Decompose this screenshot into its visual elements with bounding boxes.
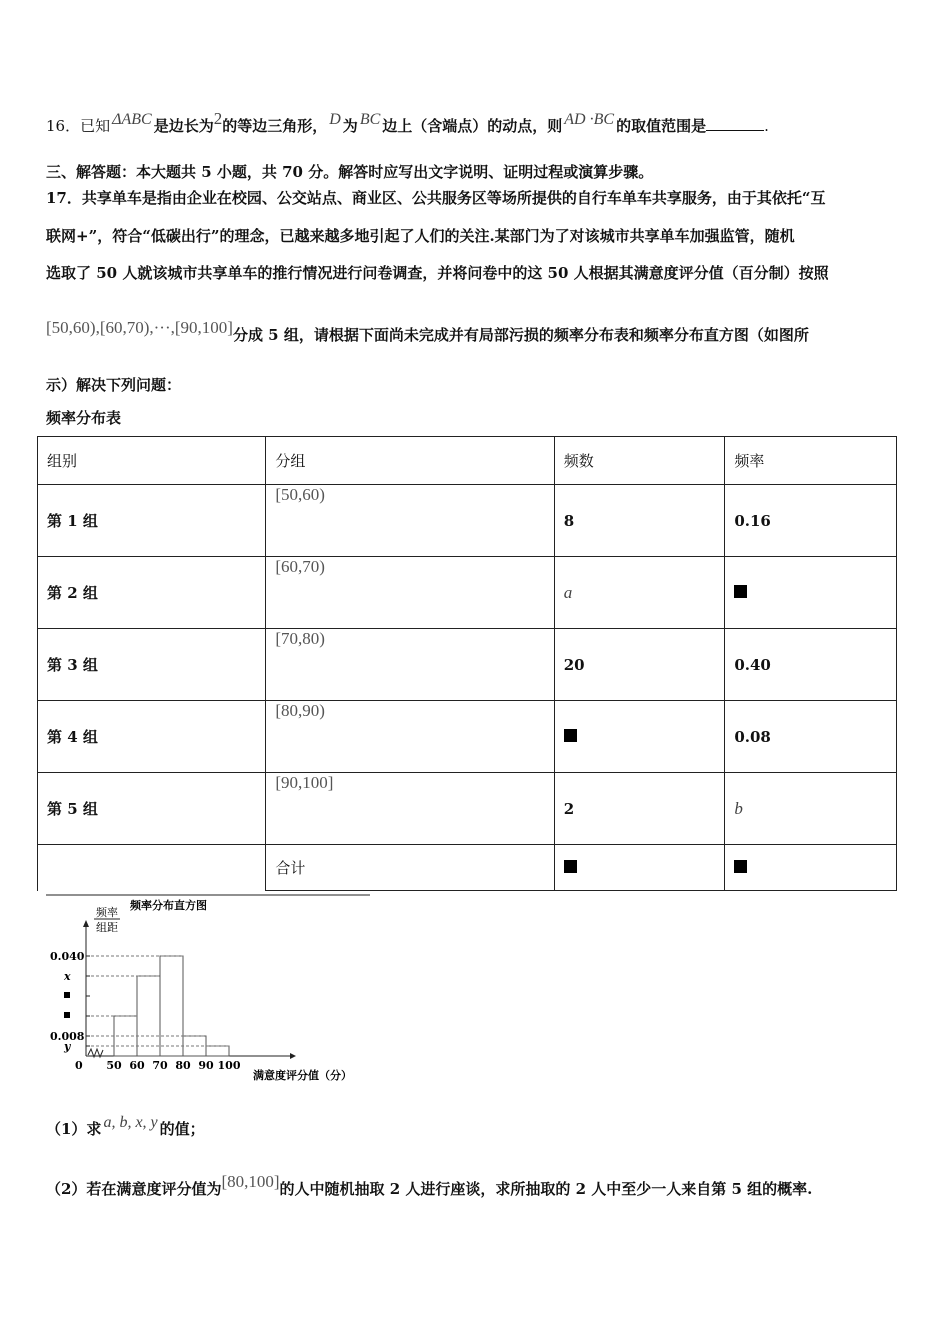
question-16: [46, 109, 769, 136]
cell-total-label: 合计: [266, 845, 554, 891]
q1-suffix: 的值；: [159, 1120, 205, 1138]
q2-suffix: 的人中随机抽取 2 人进行座谈，求所抽取的 2 人中至少一人来自第 5 组的概率.: [279, 1180, 813, 1198]
y-tick-label: 0.008: [50, 1030, 85, 1043]
y-tick-label: y: [64, 1040, 71, 1053]
x-axis-arrow: [290, 1053, 296, 1059]
chart-y-ticks: [50, 950, 229, 1053]
chart-title: 频率分布直方图: [130, 899, 207, 912]
cell-interval: [266, 485, 554, 557]
table-title: 频率分布表: [46, 409, 122, 427]
q16-text-5: 的取值范围是: [616, 117, 707, 135]
sub-question-2: [46, 1172, 813, 1199]
cell-freq: 0.08: [725, 701, 897, 773]
cell-group: 第 5 组: [38, 773, 266, 845]
q17-interval-math: [50,60),[60,70),···,[90,100]: [46, 318, 233, 337]
cell-freq: 0.16: [725, 485, 897, 557]
q16-math-vector: AD ·BC: [564, 111, 615, 128]
variable-b: b: [734, 798, 743, 818]
q16-math-2: 2: [213, 109, 223, 128]
section-heading: 三、解答题：本大题共 5 小题，共 70 分。解答时应写出文字说明、证明过程或演算步骤。: [46, 163, 654, 181]
table-row: [38, 629, 897, 701]
y-tick-smudge: [64, 1012, 70, 1018]
x-tick-label: 70: [152, 1059, 168, 1072]
q16-text-6: .: [764, 117, 769, 135]
histogram-chart: [40, 893, 420, 1093]
y-label-bottom: 组距: [96, 921, 118, 934]
cell-group: 第 1 组: [38, 485, 266, 557]
interval-text: [80,90): [275, 700, 325, 720]
table-row: [38, 485, 897, 557]
cell-interval: [266, 557, 554, 629]
x-tick-label: 90: [198, 1059, 214, 1072]
cell-group: 第 2 组: [38, 557, 266, 629]
cell-count: [554, 701, 725, 773]
q17-line-5: 示）解决下列问题：: [46, 376, 182, 394]
frequency-table: [37, 436, 897, 891]
q17-line-3: 选取了 50 人就该城市共享单车的推行情况进行问卷调查，并将问卷中的这 50 人根据其满意度评分值（百分制）按照: [46, 264, 829, 282]
interval-text: [50,60): [275, 484, 325, 504]
q16-text-1: 是边长为: [153, 117, 214, 135]
cell-freq: 0.40: [725, 629, 897, 701]
header-interval: 分组: [266, 437, 554, 485]
x-tick-label: 80: [175, 1059, 191, 1072]
header-count: 频数: [554, 437, 725, 485]
q17-line-4-text: 分成 5 组，请根据下面尚未完成并有局部污损的频率分布表和频率分布直方图（如图所: [232, 326, 809, 344]
cell-interval: [266, 701, 554, 773]
histogram-bar: [137, 976, 160, 1056]
cell-interval: [266, 629, 554, 701]
q16-number: 16．已知: [46, 117, 111, 135]
cell-total-freq: [725, 845, 897, 891]
x-axis-label: 满意度评分值（分）: [253, 1069, 352, 1082]
table-header-row: [38, 437, 897, 485]
q16-math-triangle: ΔABC: [112, 111, 152, 128]
q16-text-4: 边上（含端点）的动点，则: [382, 117, 563, 135]
y-axis-arrow: [83, 920, 89, 927]
histogram-bar: [160, 956, 183, 1056]
cell-count: 2: [554, 773, 725, 845]
interval-text: [70,80): [275, 628, 325, 648]
cell-empty: [38, 845, 266, 891]
interval-text: [60,70): [275, 556, 325, 576]
q2-prefix: （2）若在满意度评分值为: [46, 1180, 222, 1198]
sub-question-1: [46, 1114, 205, 1139]
cell-count: 20: [554, 629, 725, 701]
y-label-top: 频率: [96, 906, 118, 919]
cell-freq: [725, 773, 897, 845]
y-tick-smudge: [64, 992, 70, 998]
table-row: [38, 773, 897, 845]
q17-line-4: [46, 318, 809, 345]
chart-x-ticks: [106, 1059, 240, 1072]
cell-count: [554, 557, 725, 629]
q16-math-bc: BC: [359, 111, 381, 128]
q16-math-d: D: [329, 111, 341, 128]
x-tick-label: 100: [217, 1059, 241, 1072]
q2-math: [80,100]: [221, 1172, 280, 1191]
smudge-mark: [734, 585, 747, 598]
q1-math: a, b, x, y: [103, 1114, 158, 1131]
smudge-mark: [564, 860, 577, 873]
q16-text-2: 的等边三角形，: [222, 117, 328, 135]
x-tick-label: 50: [106, 1059, 122, 1072]
smudge-mark: [564, 729, 577, 742]
q16-text-3: 为: [342, 117, 358, 135]
table-total-row: [38, 845, 897, 891]
variable-a: a: [563, 582, 573, 602]
chart-bars: [114, 956, 229, 1056]
y-tick-label: 0.040: [50, 950, 85, 963]
chart-axes: [75, 920, 296, 1072]
q1-prefix: （1）求: [46, 1120, 102, 1138]
x-tick-label: 60: [129, 1059, 145, 1072]
smudge-mark: [734, 860, 747, 873]
cell-freq: [725, 557, 897, 629]
q17-line-2: 联网+”，符合“低碳出行”的理念，已越来越多地引起了人们的关注.某部门为了对该城市共享单车加强监管，随机: [46, 227, 795, 245]
y-tick-label: x: [64, 970, 71, 983]
histogram-bar: [206, 1046, 229, 1056]
cell-count: 8: [554, 485, 725, 557]
table-row: [38, 701, 897, 773]
header-group: 组别: [38, 437, 266, 485]
origin-label: 0: [75, 1059, 83, 1072]
cell-interval: [266, 773, 554, 845]
interval-text: [90,100]: [275, 772, 334, 792]
cell-group: 第 3 组: [38, 629, 266, 701]
header-freq: 频率: [725, 437, 897, 485]
table-row: [38, 557, 897, 629]
cell-total-count: [554, 845, 725, 891]
q17-line-1: 17．共享单车是指由企业在校园、公交站点、商业区、公共服务区等场所提供的自行车单车共享服务，由于其依托“互: [46, 189, 826, 207]
answer-blank: [706, 116, 764, 131]
cell-group: 第 4 组: [38, 701, 266, 773]
